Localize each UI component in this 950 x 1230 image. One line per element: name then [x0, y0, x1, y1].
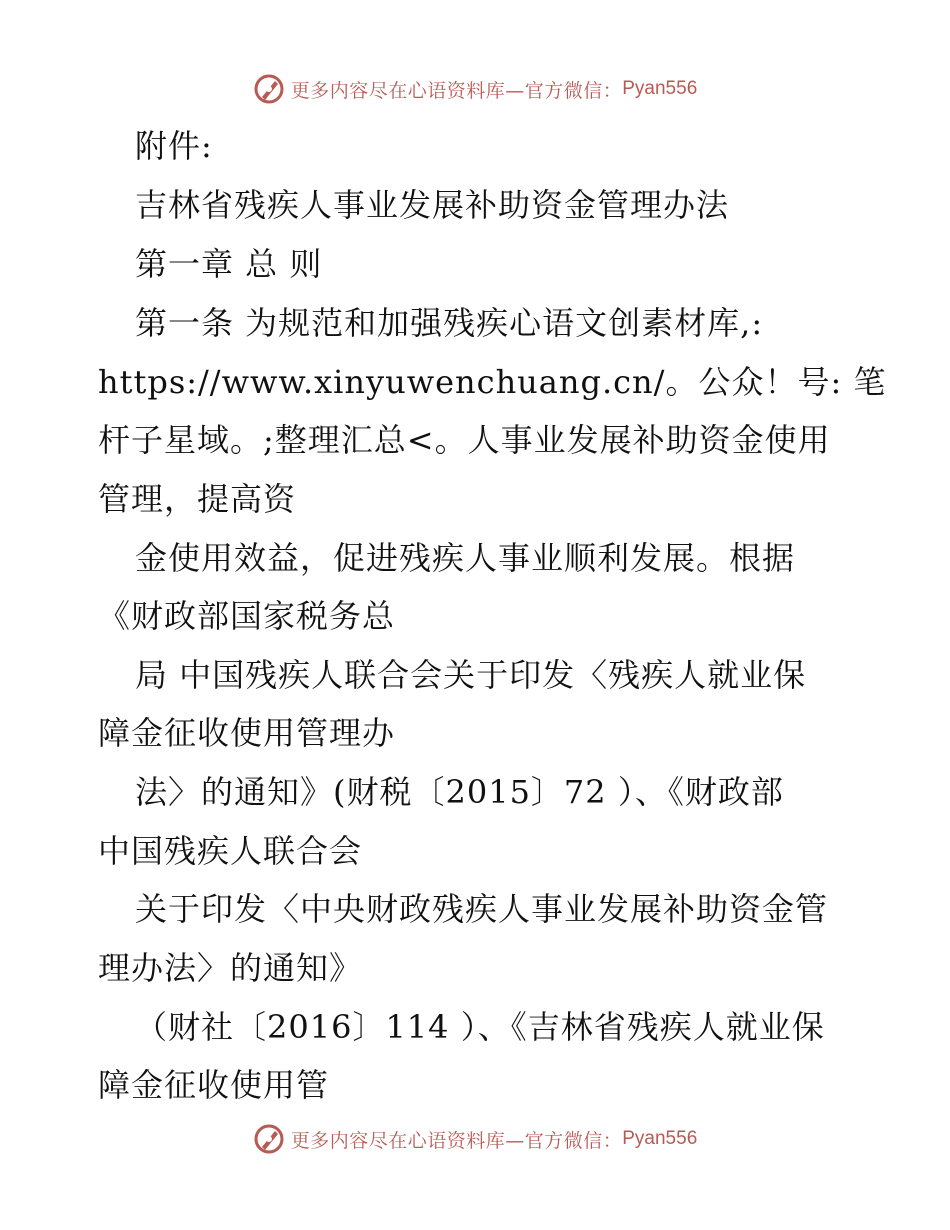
text-line: 理办法〉的通知》: [98, 949, 363, 987]
text-line: （财社〔2016〕114 ）、《吉林省残疾人就业保: [135, 1008, 825, 1046]
text-line: 金使用效益，促进残疾人事业顺利发展。根据: [135, 539, 796, 577]
text-line: 杆子星域。;整理汇总<。人事业发展补助资金使用: [98, 421, 831, 459]
text-line: 法〉的通知》(财税〔2015〕72 ）、《财政部: [135, 773, 784, 811]
text-line: 关于印发〈中央财政残疾人事业发展补助资金管: [135, 890, 829, 928]
watermark-text: 更多内容尽在心语资料库—官方微信：: [290, 79, 623, 102]
watermark-wechat-id: Pyan556: [622, 1128, 698, 1149]
text-line: 障金征收使用管理办: [98, 714, 396, 752]
header-watermark: [0, 72, 950, 106]
text-line: 中国残疾人联合会: [98, 832, 363, 870]
document-title: 吉林省残疾人事业发展补助资金管理办法: [135, 186, 730, 224]
watermark-text: 更多内容尽在心语资料库—官方微信：: [290, 1129, 623, 1152]
text-line: 第一条 为规范和加强残疾心语文创素材库,:: [135, 304, 764, 342]
pen-logo-icon: [253, 73, 285, 105]
text-line: 局 中国残疾人联合会关于印发〈残疾人就业保: [135, 656, 807, 694]
chapter-heading: 第一章 总 则: [135, 245, 323, 283]
text-line: 附件:: [135, 127, 213, 165]
text-line: 障金征收使用管: [98, 1066, 330, 1104]
text-line: 管理，提高资: [98, 480, 297, 518]
footer-watermark: [0, 1122, 950, 1156]
text-line: https://www.xinyuwenchuang.cn/。公众！号: 笔: [98, 363, 887, 401]
watermark-wechat-id: Pyan556: [622, 78, 698, 99]
pen-logo-icon: [253, 1123, 285, 1155]
text-line: 《财政部国家税务总: [98, 597, 396, 635]
